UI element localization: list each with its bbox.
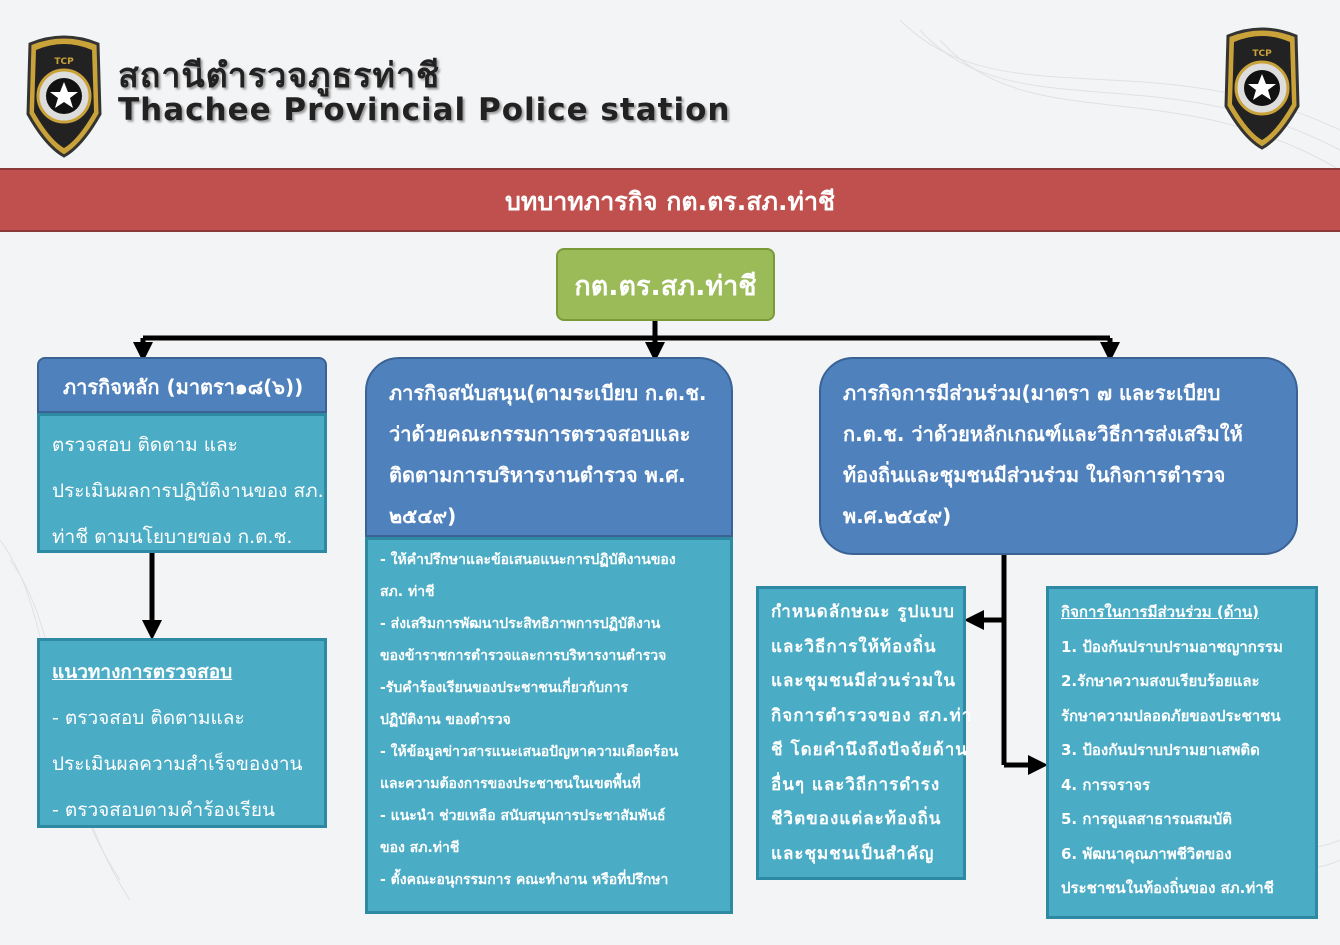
text-line: - ตรวจสอบตามคำร้องเรียน [52,799,275,821]
page-header [0,0,1340,165]
text-line: รักษาความปลอดภัยของประชาชน [1061,706,1281,725]
text-line: ตรวจสอบ ติดตาม และ [52,434,238,456]
header-line: ภารกิจการมีส่วนร่วม(มาตรา ๗ และระเบียบ [843,381,1221,405]
text-line: ประชาชนในท้องถิ่นของ สภ.ท่าชี [1061,879,1274,897]
text-line: ของ สภ.ท่าชี [380,840,460,856]
header-line: ภารกิจสนับสนุน(ตามระเบียบ ก.ต.ช. [389,381,707,405]
support-mission-box [365,537,733,914]
logo-top-text: TCP [1252,49,1272,59]
text-line: - ตรวจสอบ ติดตามและ [52,707,245,729]
header-line: ๒๕๔๙) [389,504,457,528]
text-line: - ให้ข้อมูลข่าวสารแนะเสนอปัญหาความเดือดร้อน [380,744,679,760]
text-line: กิจการตำรวจของ สภ.ท่า [771,705,973,726]
police-badge-logo-right [1220,26,1304,150]
guideline-title: แนวทางการตรวจสอบ [52,661,233,683]
police-badge-logo-left [22,34,106,158]
text-line: 5. การดูแลสาธารณสมบัติ [1061,810,1232,828]
text-line: และชุมชนเป็นสำคัญ [771,843,935,864]
logo-top-text: TCP [54,57,74,67]
text-line: 2.รักษาความสงบเรียบร้อยและ [1061,672,1260,690]
text-line: ชี โดยคำนึงถึงปัจจัยด้าน [771,740,968,760]
station-title-english: Thachee Provincial Police station [118,92,731,128]
text-line: และความต้องการของประชาชนในเขตพื้นที่ [380,776,641,792]
header-line: ก.ต.ช. ว่าด้วยหลักเกณฑ์และวิธีการส่งเสริมให้ [843,422,1243,446]
text-line: ท่าชี ตามนโยบายของ ก.ต.ช. [52,526,293,548]
text-line: ประเมินผลความสำเร็จของงาน [52,753,303,775]
text-line: กำหนดลักษณะ รูปแบบ [771,602,955,622]
text-line: - ส่งเสริมการพัฒนาประสิทธิภาพการปฏิบัติงาน [380,616,661,632]
text-line: 1. ป้องกันปราบปรามอาชญากรรม [1061,637,1283,656]
text-line: 3. ป้องกันปราบปรามยาเสพติด [1061,741,1260,759]
text-line: และชุมชนมีส่วนร่วมใน [771,671,956,691]
inspection-guideline-box [37,638,327,828]
header-line: ท้องถิ่นและชุมชนมีส่วนร่วม ในกิจการตำรวจ [843,463,1226,487]
mission-banner: บทบาทภารกิจ กต.ตร.สภ.ท่าชี [0,168,1340,232]
participation-activities-box [1046,586,1318,919]
text-line: - ตั้งคณะอนุกรรมการ คณะทำงาน หรือที่ปรึกษา [380,872,669,888]
text-line: ของข้าราชการตำรวจและการบริหารงานตำรวจ [380,648,667,664]
support-mission-header [365,357,733,537]
text-line: 4. การจราจร [1061,775,1151,794]
text-line: - แนะนำ ช่วยเหลือ สนับสนุนการประชาสัมพันธ์ [380,808,666,824]
text-line: 6. พัฒนาคุณภาพชีวิตของ [1061,844,1232,863]
participation-mission-header [819,357,1298,555]
text-line: ประเมินผลการปฏิบัติงานของ สภ. [52,480,324,502]
participation-format-box [756,586,973,880]
header-line: ว่าด้วยคณะกรรมการตรวจสอบและ [389,422,691,446]
text-line: ปฏิบัติงาน ของตำรวจ [380,712,511,728]
header-line: ติดตามการบริหารงานตำรวจ พ.ศ. [389,463,686,487]
main-mission-header: ภารกิจหลัก (มาตรา๑๘(๖)) [37,357,327,413]
text-line: อื่นๆ และวิถีการดำรง [771,774,941,795]
text-line: ชีวิตของแต่ละท้องถิ่น [771,809,942,829]
text-line: -รับคำร้องเรียนของประชาชนเกี่ยวกับการ [380,680,629,696]
text-line: และวิธีการให้ท้องถิ่น [771,636,937,657]
header-line: พ.ศ.๒๕๔๙) [843,504,952,528]
text-line: - ให้คำปรึกษาและข้อเสนอแนะการปฏิบัติงานของ [380,552,676,568]
text-line: สภ. ท่าชี [380,584,435,600]
station-title-thai: สถานีตำรวจภูธรท่าชี [118,56,441,96]
root-node: กต.ตร.สภ.ท่าชี [556,248,775,321]
activities-title: กิจการในการมีส่วนร่วม (ด้าน) [1061,603,1260,621]
main-mission-box [37,413,327,553]
